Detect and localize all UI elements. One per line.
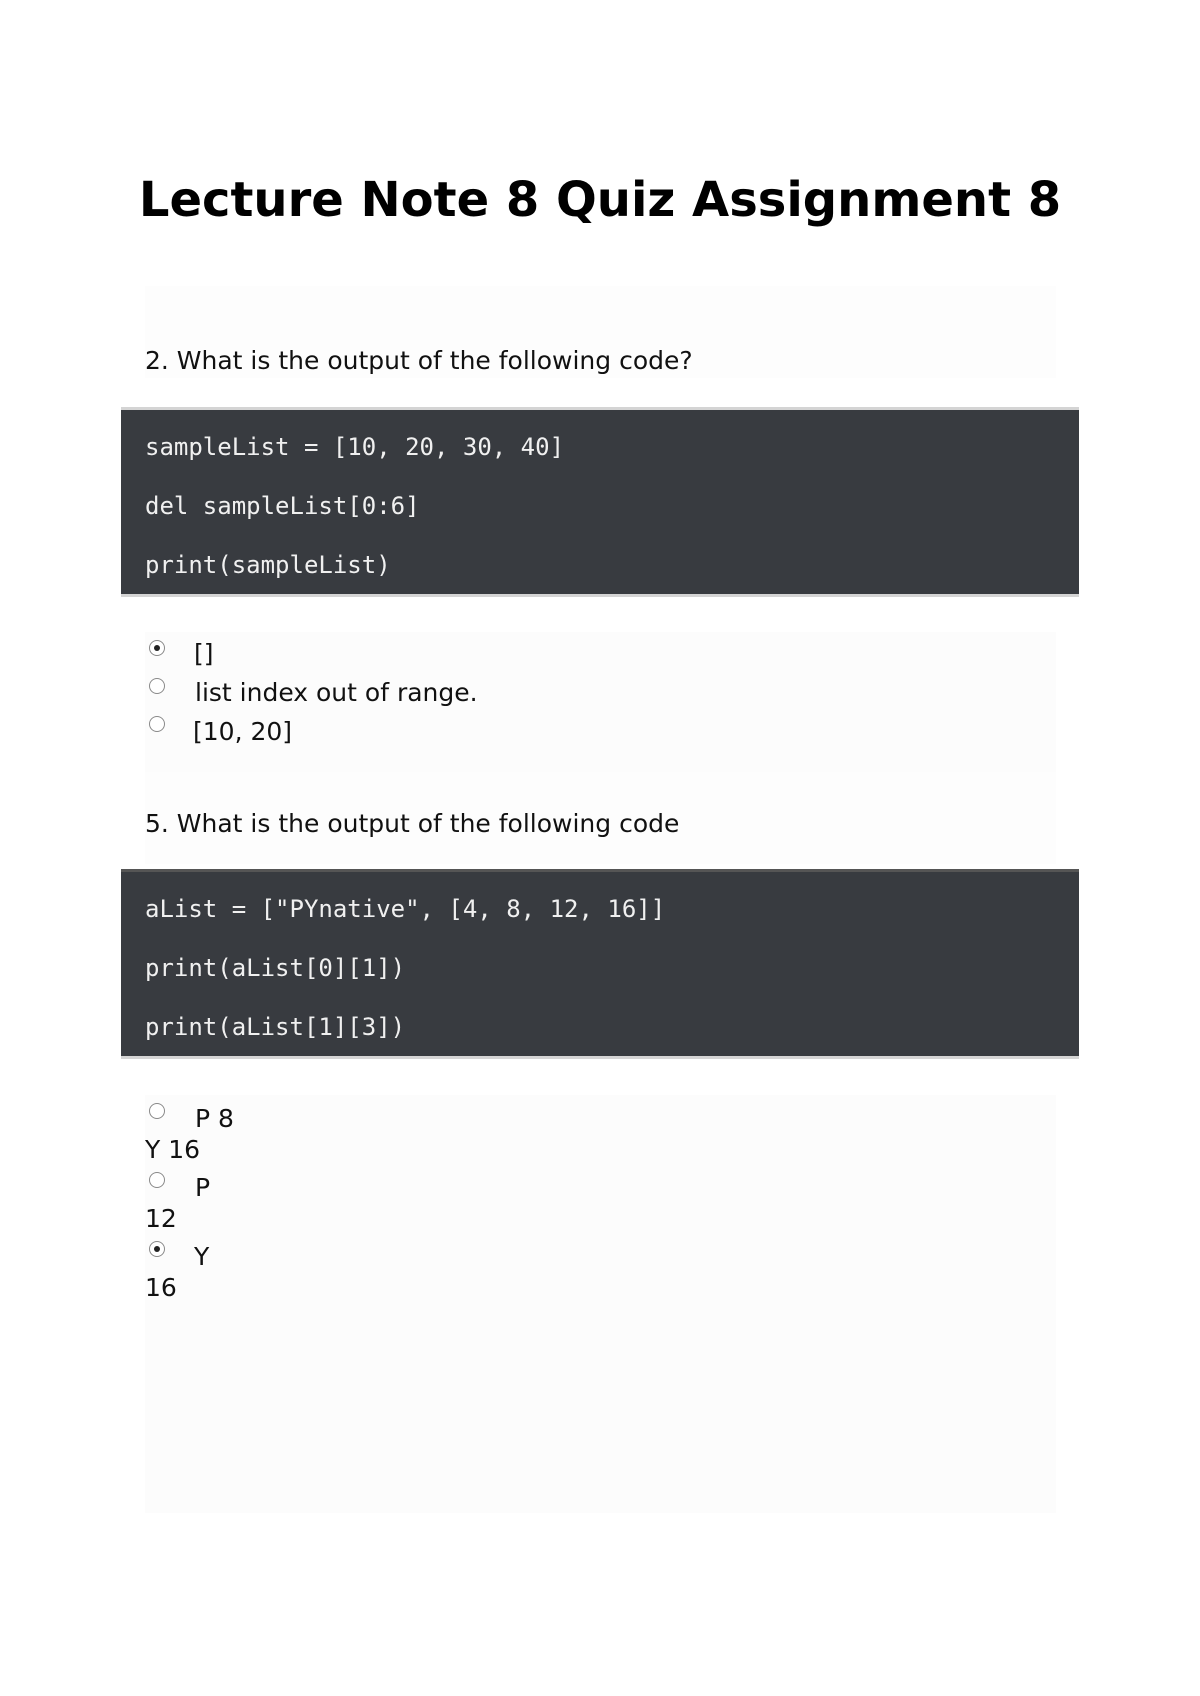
option-label: list index out of range. — [195, 678, 478, 707]
question-prompt: 5. What is the output of the following code — [145, 809, 680, 838]
answer-option[interactable] — [145, 1103, 445, 1167]
option-label-line: P 8 — [195, 1104, 234, 1133]
answer-option[interactable] — [145, 716, 545, 748]
radio-button[interactable] — [149, 1172, 165, 1188]
code-line: print(sampleList) — [145, 551, 391, 579]
option-label-line: Y 16 — [145, 1135, 201, 1164]
code-line: del sampleList[0:6] — [145, 492, 420, 520]
radio-button-selected[interactable] — [149, 640, 165, 656]
radio-button[interactable] — [149, 678, 165, 694]
page-title: Lecture Note 8 Quiz Assignment 8 — [138, 172, 1062, 228]
option-label: [] — [194, 639, 214, 668]
code-line: print(aList[0][1]) — [145, 954, 406, 982]
question-prompt: 2. What is the output of the following code? — [145, 346, 693, 375]
radio-button[interactable] — [149, 716, 165, 732]
answer-option[interactable] — [145, 638, 545, 670]
option-label-line: Y — [194, 1242, 210, 1271]
code-line: aList = ["PYnative", [4, 8, 12, 16]] — [145, 895, 666, 923]
code-block — [121, 869, 1079, 1059]
radio-button-selected[interactable] — [149, 1241, 165, 1257]
answer-option[interactable] — [145, 1241, 445, 1305]
option-label-line: 16 — [145, 1273, 177, 1302]
option-label-line: P — [195, 1173, 211, 1202]
code-line: print(aList[1][3]) — [145, 1013, 406, 1041]
answer-option[interactable] — [145, 677, 545, 709]
option-label-line: 12 — [145, 1204, 177, 1233]
code-block — [121, 407, 1079, 597]
answer-option[interactable] — [145, 1172, 445, 1236]
code-line: sampleList = [10, 20, 30, 40] — [145, 433, 565, 461]
option-label: [10, 20] — [193, 717, 293, 746]
radio-button[interactable] — [149, 1103, 165, 1119]
